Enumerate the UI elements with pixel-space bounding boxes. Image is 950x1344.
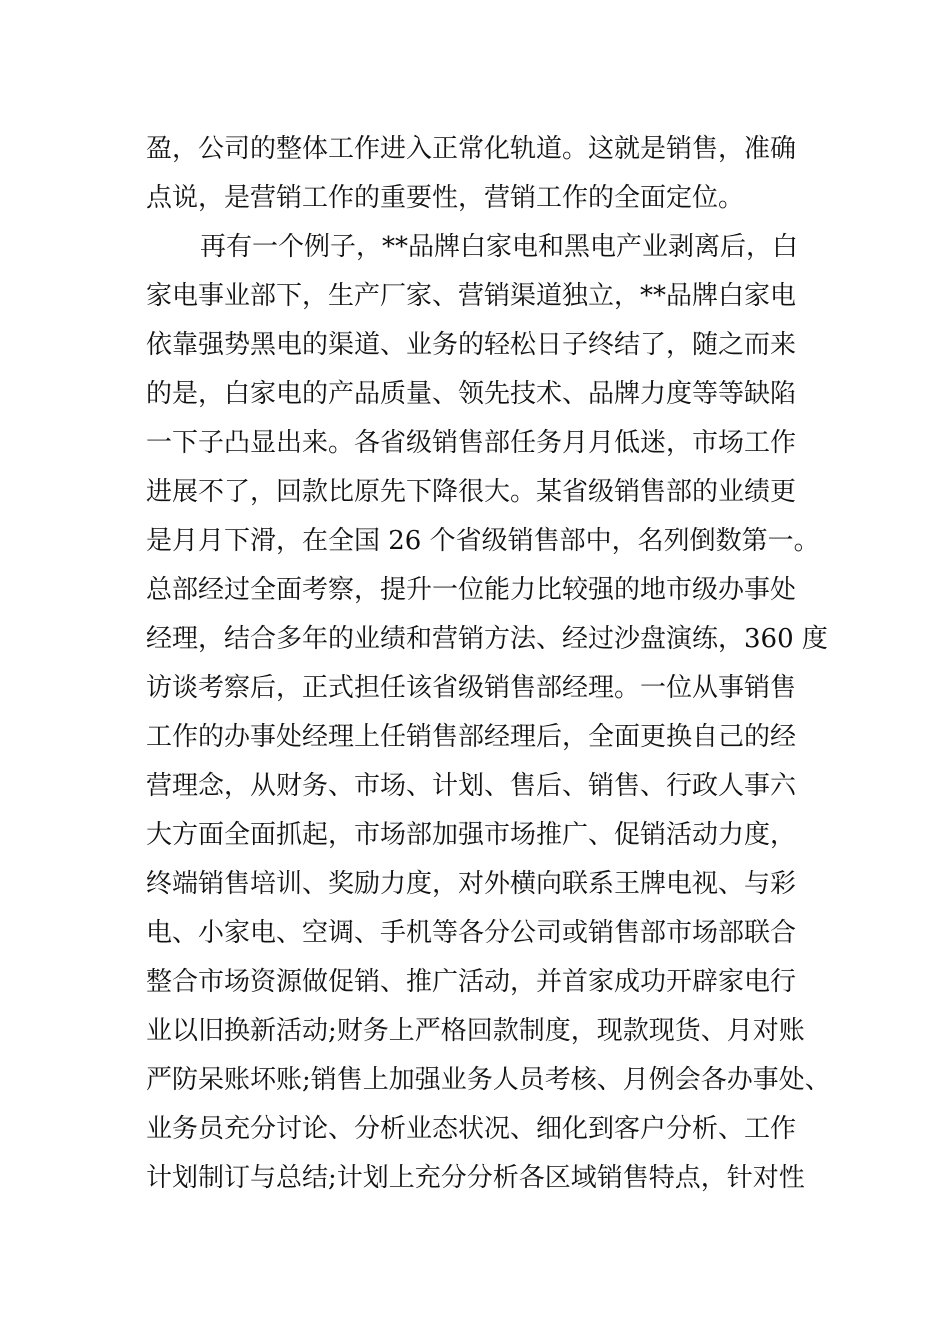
text-line: 计划制订与总结;计划上充分分析各区域销售特点，针对性 [146,1163,805,1193]
text-line: 家电事业部下，生产厂家、营销渠道独立，**品牌白家电 [146,281,797,311]
text-line: 访谈考察后，正式担任该省级销售部经理。一位从事销售 [146,673,797,703]
text-line: 点说，是营销工作的重要性，营销工作的全面定位。 [146,183,745,213]
body-text [146,125,831,1301]
text-line: 盈，公司的整体工作进入正常化轨道。这就是销售，准确 [146,134,797,164]
text-line: 大方面全面抓起，市场部加强市场推广、促销活动力度， [146,820,797,850]
text-line: 严防呆账坏账;销售上加强业务人员考核、月例会各办事处、 [146,1065,831,1095]
text-line: 业以旧换新活动;财务上严格回款制度，现款现货、月对账 [146,1016,805,1046]
text-line: 再有一个例子，**品牌白家电和黑电产业剥离后，白 [200,232,799,262]
text-line: 业务员充分讨论、分析业态状况、细化到客户分析、工作 [146,1114,797,1144]
text-line: 依靠强势黑电的渠道、业务的轻松日子终结了，随之而来 [146,330,797,360]
text-line: 的是，白家电的产品质量、领先技术、品牌力度等等缺陷 [146,379,797,409]
text-line: 整合市场资源做促销、推广活动，并首家成功开辟家电行 [146,967,797,997]
text-line: 终端销售培训、奖励力度，对外横向联系王牌电视、与彩 [146,869,797,899]
text-line [146,1203,826,1252]
text-line: 是月月下滑，在全国 26 个省级销售部中，名列倒数第一。 [146,526,820,556]
text-line: 一下子凸显出来。各省级销售部任务月月低迷，市场工作 [146,428,797,458]
text-line: 营理念，从财务、市场、计划、售后、销售、行政人事六 [146,771,797,801]
text-line: 电、小家电、空调、手机等各分公司或销售部市场部联合 [146,918,797,948]
text-line [146,1252,826,1301]
text-line: 总部经过全面考察，提升一位能力比较强的地市级办事处 [146,575,797,605]
text-line: 进展不了，回款比原先下降很大。某省级销售部的业绩更 [146,477,797,507]
text-line: 工作的办事处经理上任销售部经理后，全面更换自己的经 [146,722,797,752]
text-line: 经理，结合多年的业绩和营销方法、经过沙盘演练，360 度 [146,624,828,654]
